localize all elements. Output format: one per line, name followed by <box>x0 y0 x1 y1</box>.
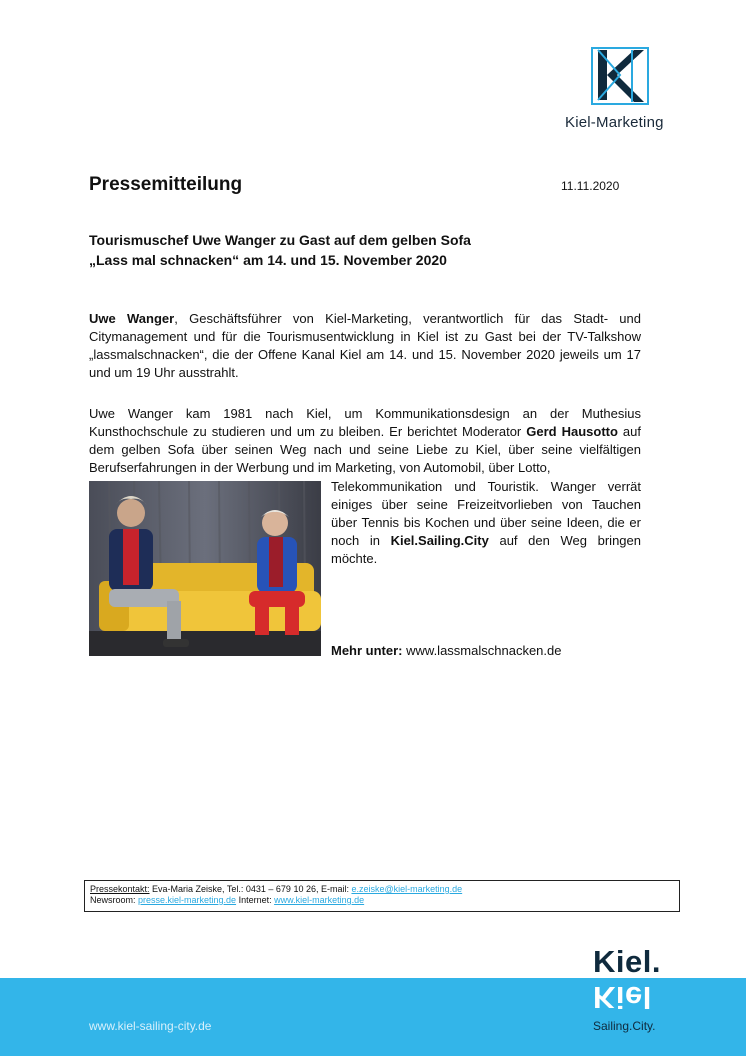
bio-text-1: Uwe Wanger kam 1981 nach Kiel, um Kommunikationsdesign an der Muthesius Kunsthochschule zu studieren und um zu bleiben. Er berichtet Moderator <box>89 406 641 439</box>
headline-line-1: Tourismuschef Uwe Wanger zu Gast auf dem gelben Sofa <box>89 232 471 248</box>
kiel-mirror-logo: Kiel <box>593 980 652 1015</box>
bio-text-4: auf den Weg bringen möchte. <box>331 533 641 566</box>
more-info-url[interactable]: www.lassmalschnacken.de <box>406 643 562 658</box>
paragraph-biography-continued <box>331 478 641 568</box>
page-title: Pressemitteilung <box>89 174 243 195</box>
newsroom-line <box>90 895 674 906</box>
paragraph-biography <box>89 405 641 477</box>
headline <box>89 230 649 270</box>
headline-line-2: „Lass mal schnacken“ am 14. und 15. November 2020 <box>89 252 447 268</box>
more-info <box>331 643 561 658</box>
internet-link[interactable]: www.kiel-marketing.de <box>274 895 365 905</box>
brand-name: Kiel.Sailing.City <box>390 533 489 548</box>
newsroom-label: Newsroom: <box>90 895 139 905</box>
release-date: 11.11.2020 <box>561 179 620 193</box>
contact-text: Eva-Maria Zeiske, Tel.: 0431 – 679 10 26, E-mail: <box>149 884 352 894</box>
person-name: Uwe Wanger <box>89 311 175 326</box>
footer-url[interactable]: www.kiel-sailing-city.de <box>89 1019 212 1033</box>
kiel-sailing-city-logo: Kiel. <box>593 944 661 979</box>
moderator-name: Gerd Hausotto <box>526 424 618 439</box>
intro-text: , Geschäftsführer von Kiel-Marketing, verantwortlich für das Stadt- und Citymanagement und für die Tourismusentwicklung in Kiel ist zu Gast bei der TV-Talkshow „lassmalschnacken“, die der Offene Kanal Kiel am 14. und 15. November 2020 jeweils um 17 und um 19 Uhr ausstrahlt. <box>89 311 641 380</box>
contact-email-link[interactable]: e.zeiske@kiel-marketing.de <box>351 884 463 894</box>
more-info-label: Mehr unter: <box>331 643 403 658</box>
kiel-k-logo-icon <box>590 46 650 106</box>
footer-tagline: Sailing.City. <box>593 1019 656 1033</box>
internet-label: Internet: <box>236 895 275 905</box>
contact-line <box>90 884 674 895</box>
contact-label: Pressekontakt: <box>90 884 150 894</box>
bio-text-2: auf dem gelben Sofa über seinen Weg nach und seine Liebe zu Kiel, über seine vielfältigen Berufserfahrungen in der Werbung und im Marketing, von Automobil, über Lotto, <box>89 424 641 475</box>
paragraph-intro <box>89 310 641 382</box>
talkshow-photo <box>89 481 321 656</box>
press-contact-box <box>84 880 680 912</box>
kiel-marketing-wordmark: Kiel-Marketing <box>565 114 664 131</box>
bio-text-3: Telekommunikation und Touristik. Wanger verrät einiges über seine Freizeitvorlieben von Tauchen über Tennis bis Kochen und über seine Ideen, die er noch in <box>331 479 641 548</box>
newsroom-link[interactable]: presse.kiel-marketing.de <box>138 895 237 905</box>
